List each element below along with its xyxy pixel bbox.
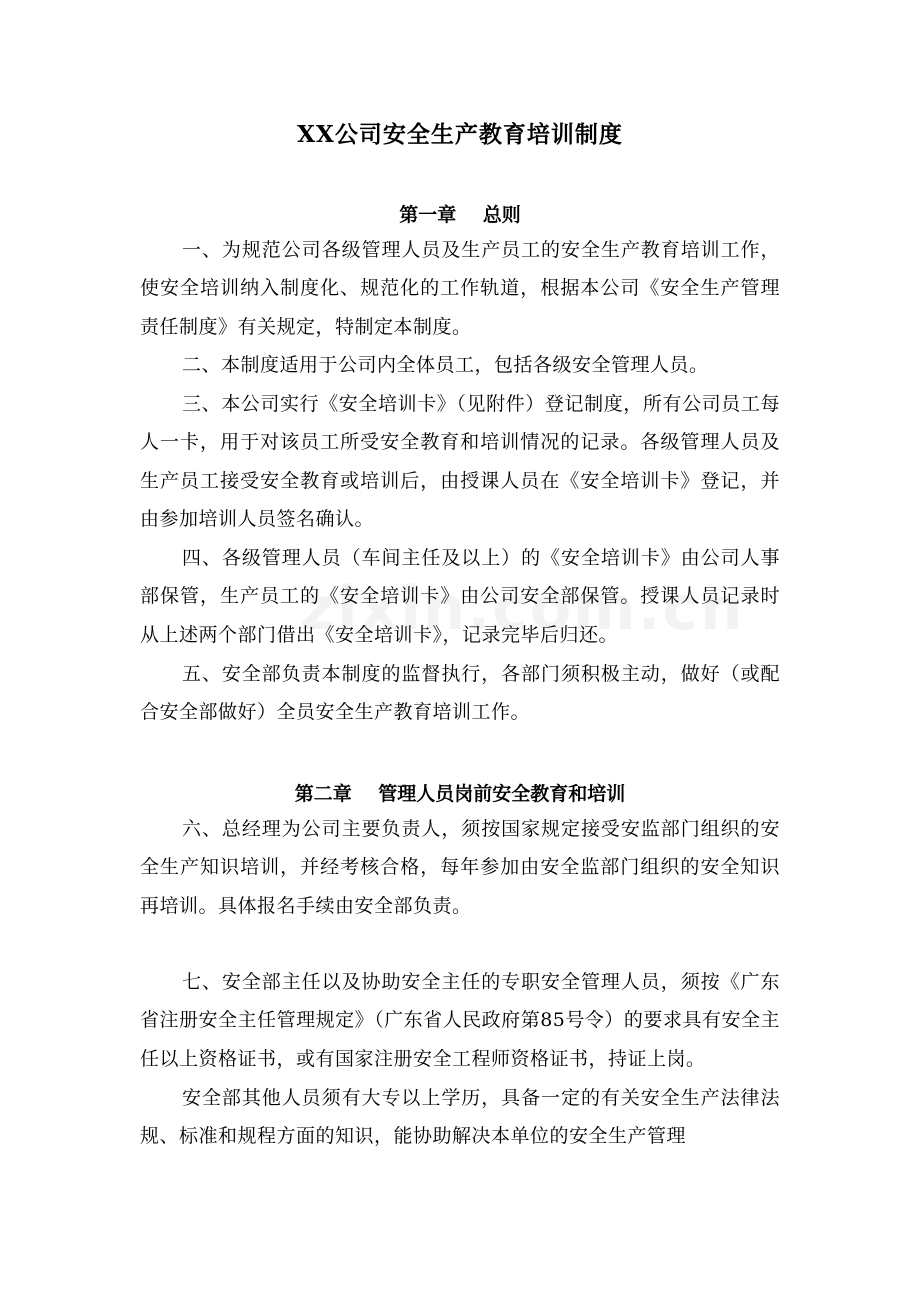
paragraph-2: 二、本制度适用于公司内全体员工，包括各级安全管理人员。 — [182, 354, 709, 376]
paragraph-3: 三、本公司实行《安全培训卡》（见附件）登记制度，所有公司员工每人一卡，用于对该员工所受安全教育和培训情况的记录。各级管理人员及生产员工接受安全教育或培训后，由授课人员在《安全培训卡》登记，并由参加培训人员签名确认。 — [140, 393, 780, 531]
paragraph-6: 六、总经理为公司主要负责人，须按国家规定接受安监部门组织的安全生产知识培训，并经考核合格，每年参加由安全监部门组织的安全知识再培训。具体报名手续由安全部负责。 — [140, 818, 780, 917]
paragraph-1: 一、为规范公司各级管理人员及生产员工的安全生产教育培训工作，使安全培训纳入制度化、规范化的工作轨道，根据本公司《安全生产管理责任制度》有关规定，特制定本制度。 — [140, 239, 780, 338]
paragraph-7: 七、安全部主任以及协助安全主任的专职安全管理人员，须按《广东省注册安全主任管理规定》（广东省人民政府第85号令）的要求具有安全主任以上资格证书，或有国家注册安全工程师资格证书，持证上岗。 — [140, 971, 780, 1070]
chapter-2-heading: 第二章 管理人员岗前安全教育和培训 — [294, 783, 626, 805]
paragraph-4: 四、各级管理人员（车间主任及以上）的《安全培训卡》由公司人事部保管，生产员工的《安全培训卡》由公司安全部保管。授课人员记录时从上述两个部门借出《安全培训卡》，记录完毕后归还。 — [140, 547, 780, 646]
document-title: XX公司安全生产教育培训制度 — [297, 121, 623, 148]
paragraph-5: 五、安全部负责本制度的监督执行，各部门须积极主动，做好（或配合安全部做好）全员安全生产教育培训工作。 — [140, 663, 780, 724]
chapter-1-heading: 第一章 总则 — [399, 204, 521, 226]
paragraph-8: 安全部其他人员须有大专以上学历，具备一定的有关安全生产法律法规、标准和规程方面的知识，能协助解决本单位的安全生产管理 — [140, 1087, 780, 1148]
